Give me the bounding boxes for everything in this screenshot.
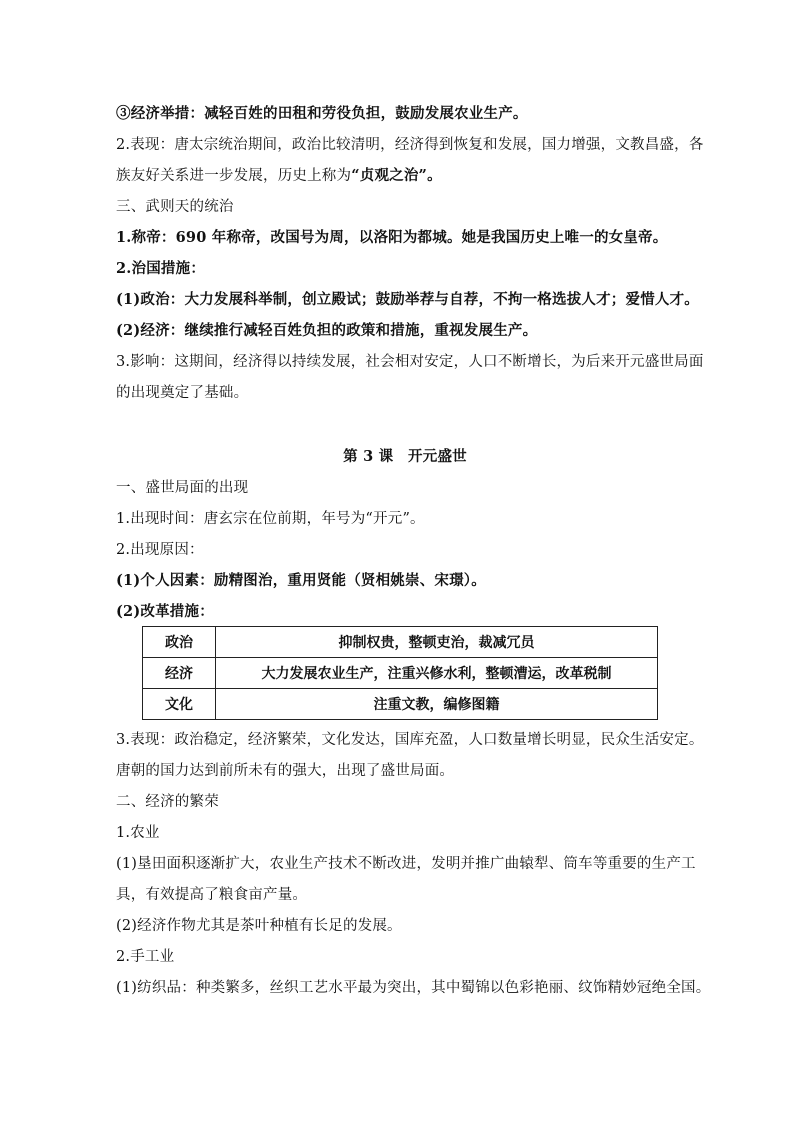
- paragraph-reform-measures: (2)改革措施：: [116, 603, 214, 620]
- section-heading-wuzetian: 三、武则天的统治: [116, 199, 234, 215]
- paragraph-governance-title: 2.治国措施：: [116, 260, 206, 277]
- subheading-handicraft: 2.手工业: [116, 949, 175, 965]
- paragraph-textiles: (1)纺织品：种类繁多，丝织工艺水平最为突出，其中蜀锦以色彩艳丽、纹饰精妙冠绝全国。: [116, 980, 711, 996]
- table-cell-value: 抑制权贵，整顿吏治，裁减冗员: [216, 627, 658, 658]
- paragraph-economy: (2)经济：继续推行减轻百姓负担的政策和措施，重视发展生产。: [116, 322, 538, 339]
- paragraph-causes: 2.出现原因：: [116, 542, 204, 558]
- text-segment: 族友好关系进一步发展，历史上称为: [116, 168, 352, 184]
- section-heading-economy: 二、经济的繁荣: [116, 794, 219, 810]
- table-cell-key: 经济: [143, 658, 216, 689]
- lesson-title: 第 3 课 开元盛世: [343, 448, 467, 465]
- paragraph-cash-crops: (2)经济作物尤其是茶叶种植有长足的发展。: [116, 918, 402, 934]
- paragraph-economic-measures: ③经济举措：减轻百姓的田租和劳役负担，鼓励发展农业生产。: [116, 105, 528, 122]
- paragraph-agriculture-line2: 具，有效提高了粮食亩产量。: [116, 887, 308, 903]
- term-zhenguan: “贞观之治”。: [351, 167, 442, 184]
- paragraph-performance-line1: 2.表现：唐太宗统治期间，政治比较清明，经济得到恢复和发展，国力增强，文教昌盛，各: [116, 137, 704, 153]
- table-cell-key: 政治: [143, 627, 216, 658]
- table-row: [143, 627, 658, 658]
- table-row: [143, 689, 658, 720]
- table-cell-key: 文化: [143, 689, 216, 720]
- paragraph-performance-line2: 唐朝的国力达到前所未有的强大，出现了盛世局面。: [116, 763, 455, 779]
- subheading-agriculture: 1.农业: [116, 825, 160, 841]
- paragraph-performance-line2: [116, 166, 694, 186]
- table-row: [143, 658, 658, 689]
- reform-table: [142, 626, 658, 720]
- paragraph-agriculture-line1: (1)垦田面积逐渐扩大，农业生产技术不断改进，发明并推广曲辕犁、筒车等重要的生产工: [116, 856, 696, 872]
- table-cell-value: 大力发展农业生产，注重兴修水利，整顿漕运，改革税制: [216, 658, 658, 689]
- paragraph-impact-line2: 的出现奠定了基础。: [116, 385, 249, 401]
- paragraph-performance-line1: 3.表现：政治稳定，经济繁荣，文化发达，国库充盈，人口数量增长明显，民众生活安定。: [116, 732, 704, 748]
- paragraph-impact-line1: 3.影响：这期间，经济得以持续发展，社会相对安定，人口不断增长，为后来开元盛世局面: [116, 354, 704, 370]
- table-cell-value: 注重文教，编修图籍: [216, 689, 658, 720]
- paragraph-enthronement: 1.称帝：690 年称帝，改国号为周，以洛阳为都城。她是我国历史上唯一的女皇帝。: [116, 229, 668, 246]
- paragraph-time: 1.出现时间：唐玄宗在位前期，年号为“开元”。: [116, 511, 425, 527]
- section-heading-prosperity: 一、盛世局面的出现: [116, 480, 249, 496]
- paragraph-personal-factor: (1)个人因素：励精图治，重用贤能（贤相姚崇、宋璟）。: [116, 572, 486, 589]
- paragraph-politics: (1)政治：大力发展科举制，创立殿试；鼓励举荐与自荐，不拘一格选拔人才；爱惜人才。: [116, 291, 700, 308]
